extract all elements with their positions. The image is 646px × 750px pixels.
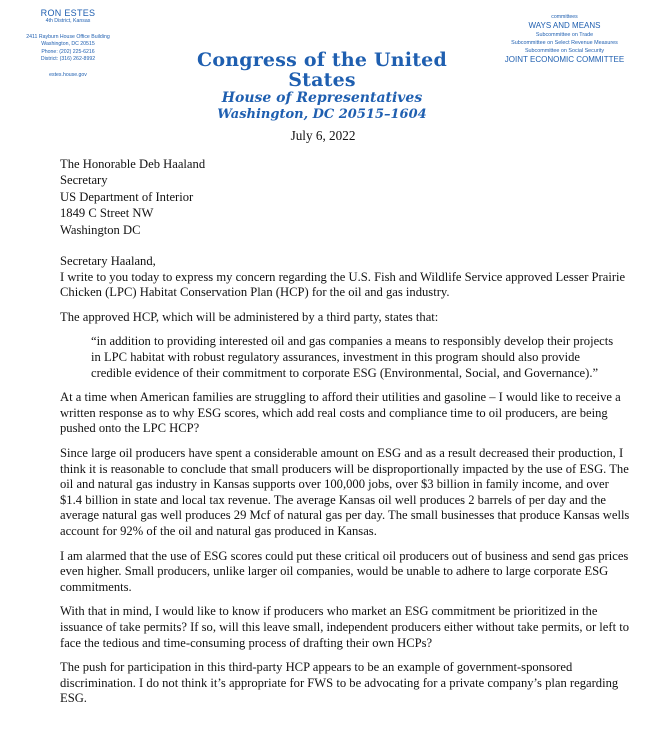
paragraph-1: I write to you today to express my concern regarding the U.S. Fish and Wildlife Service approved Lesser Prairie Chicken (LPC) Habitat Conservation Plan (HCP) for the oil and gas industry. xyxy=(60,269,626,300)
recipient-city: Washington DC xyxy=(60,222,141,237)
office-city: Washington, DC 20515 xyxy=(41,41,95,48)
congress-heading: Congress of the United States xyxy=(197,49,447,91)
paragraph-4: Since large oil producers have spent a considerable amount on ESG and as a result decreased their production, I think it is reasonable to conclude that small producers will be disproportionally impacted by the use of ESG. The oil and natural gas industry in Kansas supports over 100,000 jobs, over $3 billion in family income, and over $1.4 billion in state and local tax revenue. The average Kansas oil well produces 2 barrels of per day and the average natural gas well produces 29 Mcf of natural gas per day. The small businesses that produce Kansas wells account for 92% of the oil and natural gas produced in Kansas. xyxy=(60,445,630,538)
letter-body xyxy=(60,156,632,716)
paragraph-5: I am alarmed that the use of ESG scores could put these critical oil producers out of business and send gas prices even higher. Small producers, unlike larger oil companies, would be unable to adhere to large corporate ESG commitments. xyxy=(60,548,629,594)
subcommittee-trade: Subcommittee on Trade xyxy=(535,32,594,38)
paragraph-2: The approved HCP, which will be administered by a third party, states that: xyxy=(60,309,439,324)
office-phone: Phone: (202) 225-6216 xyxy=(41,48,95,55)
paragraph-7: The push for participation in this third-party HCP appears to be an example of government-sponsored discrimination. I do not think it’s appropriate for FWS to be advocating for a private company’s plan regarding ESG. xyxy=(60,660,619,706)
recipient-street: 1849 C Street NW xyxy=(60,206,154,221)
recipient-address xyxy=(60,156,632,238)
house-heading: House of Representatives xyxy=(221,90,423,106)
hcp-quote: “in addition to providing interested oil and gas companies a means to responsibly develop their projects in LPC habitat with robust regulatory assurances, investment in this program should also provide credible evidence of their commitment to corporate ESG (Environmental, Social, and Governance).” xyxy=(91,334,614,380)
paragraph-3: At a time when American families are struggling to afford their utilities and gasoline – I would like to receive a written response as to why ESG scores, which add real costs and compliance time to oil producers, are being pushed onto the LPC HCP? xyxy=(60,390,621,436)
recipient-title: Secretary xyxy=(60,173,108,188)
letterhead-member-block xyxy=(0,8,136,79)
committee-ways-and-means: WAYS AND MEANS xyxy=(528,21,601,30)
recipient-department: US Department of Interior xyxy=(60,189,194,204)
member-district: 4th District, Kansas xyxy=(45,18,91,24)
paragraph-6: With that in mind, I would like to know if producers who market an ESG commitment be prioritized in the issuance of take permits? If so, will this leave small, independent producers either without take permits, or left to face the tedious and time-consuming process of drafting their own HCPs? xyxy=(60,604,630,650)
district-phone: District: (316) 262-8992 xyxy=(40,55,96,62)
committees-label: committees xyxy=(551,14,578,20)
washington-heading: Washington, DC 20515–1604 xyxy=(217,107,427,122)
committee-joint-economic: JOINT ECONOMIC COMMITTEE xyxy=(504,55,625,64)
letter-date: July 6, 2022 xyxy=(290,128,356,143)
member-name: RON ESTES xyxy=(40,8,96,18)
member-website: estes.house.gov xyxy=(49,72,87,79)
letterhead-congress-title xyxy=(172,50,472,123)
recipient-name: The Honorable Deb Haaland xyxy=(60,157,206,171)
letterhead-committees-block xyxy=(483,14,646,65)
office-address: 2411 Rayburn House Office Building xyxy=(26,34,110,41)
subcommittee-select-revenue: Subcommittee on Select Revenue Measures xyxy=(511,40,618,46)
subcommittee-social-security: Subcommittee on Social Security xyxy=(524,48,605,54)
salutation: Secretary Haaland, xyxy=(60,254,156,269)
